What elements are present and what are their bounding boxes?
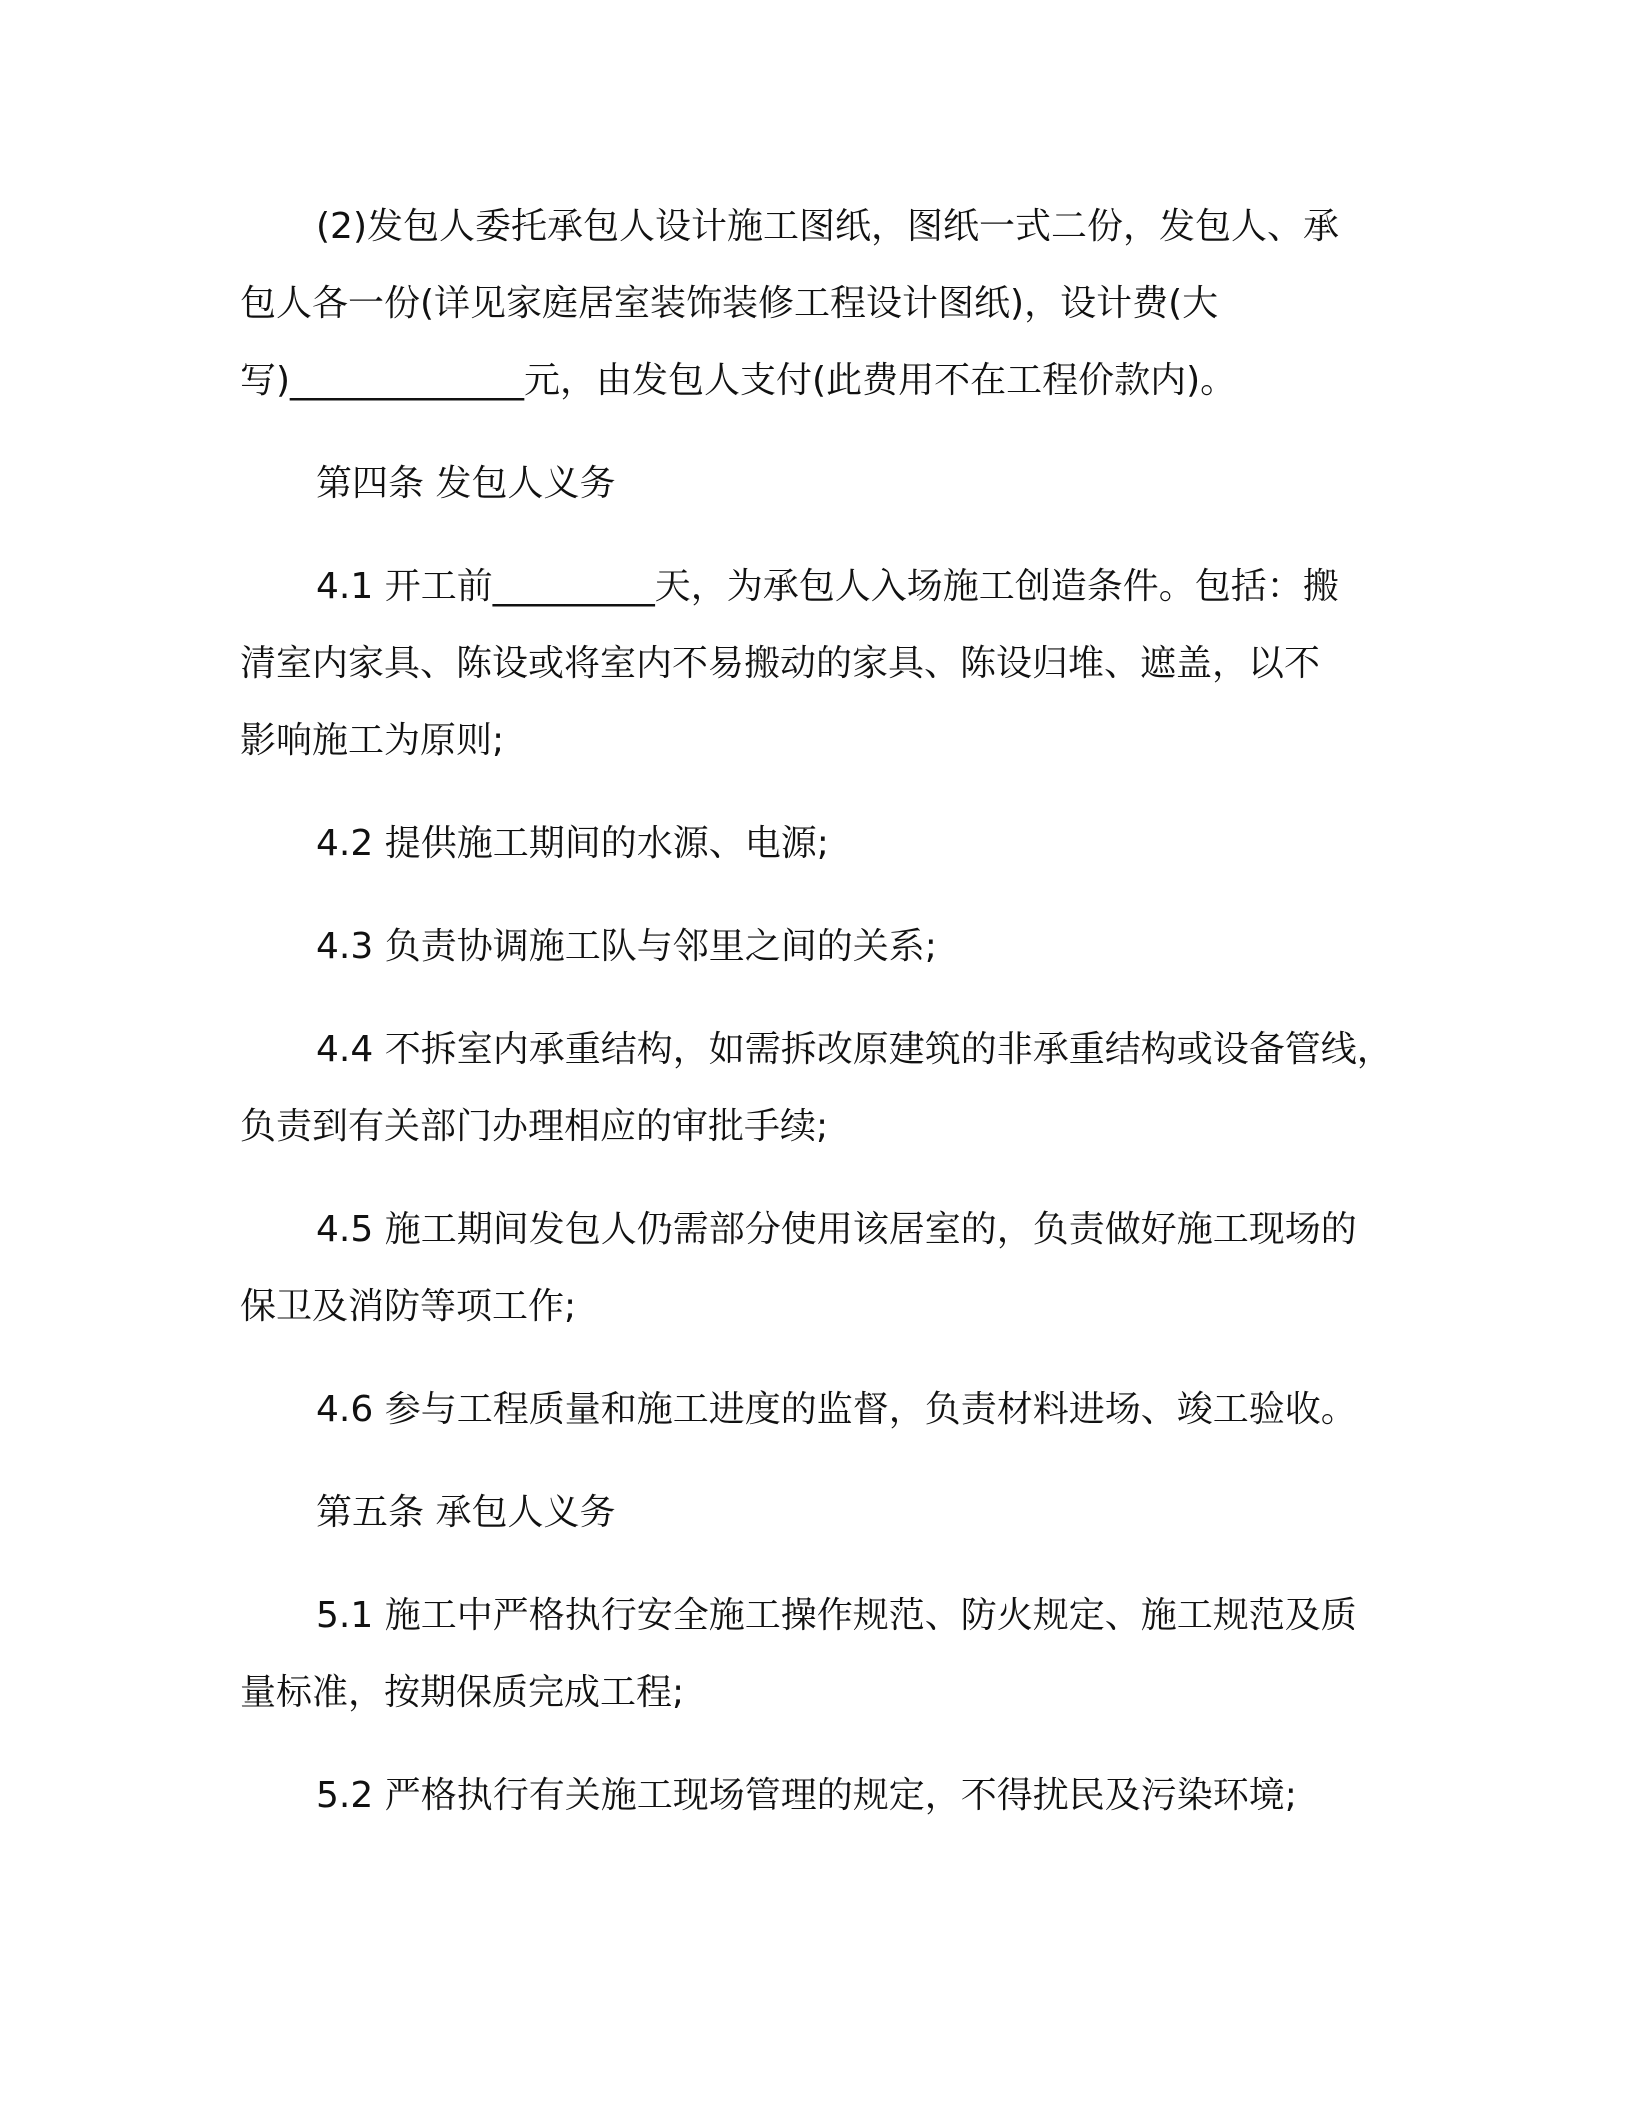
text-line: 4.6 参与工程质量和施工进度的监督，负责材料进场、竣工验收。 — [316, 1389, 1357, 1430]
text-line: 5.2 严格执行有关施工现场管理的规定，不得扰民及污染环境; — [316, 1775, 1297, 1816]
text-line: 4.4 不拆室内承重结构，如需拆改原建筑的非承重结构或设备管线， — [316, 1029, 1393, 1070]
article-5-heading — [240, 1474, 1430, 1551]
text-line: 4.3 负责协调施工队与邻里之间的关系; — [316, 926, 937, 967]
text-line: 5.1 施工中严格执行安全施工操作规范、防火规定、施工规范及质 — [316, 1595, 1357, 1636]
clause-4-1 — [240, 548, 1430, 779]
clause-5-1 — [240, 1577, 1430, 1731]
text-line: 量标准，按期保质完成工程; — [240, 1672, 685, 1713]
text-line: 4.2 提供施工期间的水源、电源; — [316, 823, 829, 864]
text-line: 清室内家具、陈设或将室内不易搬动的家具、陈设归堆、遮盖，以不 — [240, 643, 1321, 684]
text-line: 负责到有关部门办理相应的审批手续; — [240, 1106, 829, 1147]
heading-text: 第四条 发包人义务 — [316, 463, 616, 504]
text-line: 写)_____________元，由发包人支付(此费用不在工程价款内)。 — [240, 360, 1237, 401]
clause-4-5 — [240, 1191, 1430, 1345]
text-line: 包人各一份(详见家庭居室装饰装修工程设计图纸)，设计费(大 — [240, 283, 1219, 324]
article-4-heading — [240, 445, 1430, 522]
clause-4-4 — [240, 1011, 1430, 1165]
clause-5-2 — [240, 1757, 1430, 1834]
clause-4-2 — [240, 805, 1430, 882]
clause-4-3 — [240, 908, 1430, 985]
document-page — [240, 188, 1430, 1860]
text-line: (2)发包人委托承包人设计施工图纸，图纸一式二份，发包人、承 — [316, 206, 1339, 247]
text-line: 影响施工为原则; — [240, 720, 505, 761]
text-line: 4.5 施工期间发包人仍需部分使用该居室的，负责做好施工现场的 — [316, 1209, 1357, 1250]
text-line: 保卫及消防等项工作; — [240, 1286, 577, 1327]
paragraph-design-fee — [240, 188, 1430, 419]
clause-4-6 — [240, 1371, 1430, 1448]
text-line: 4.1 开工前_________天，为承包人入场施工创造条件。包括：搬 — [316, 566, 1339, 607]
heading-text: 第五条 承包人义务 — [316, 1492, 616, 1533]
